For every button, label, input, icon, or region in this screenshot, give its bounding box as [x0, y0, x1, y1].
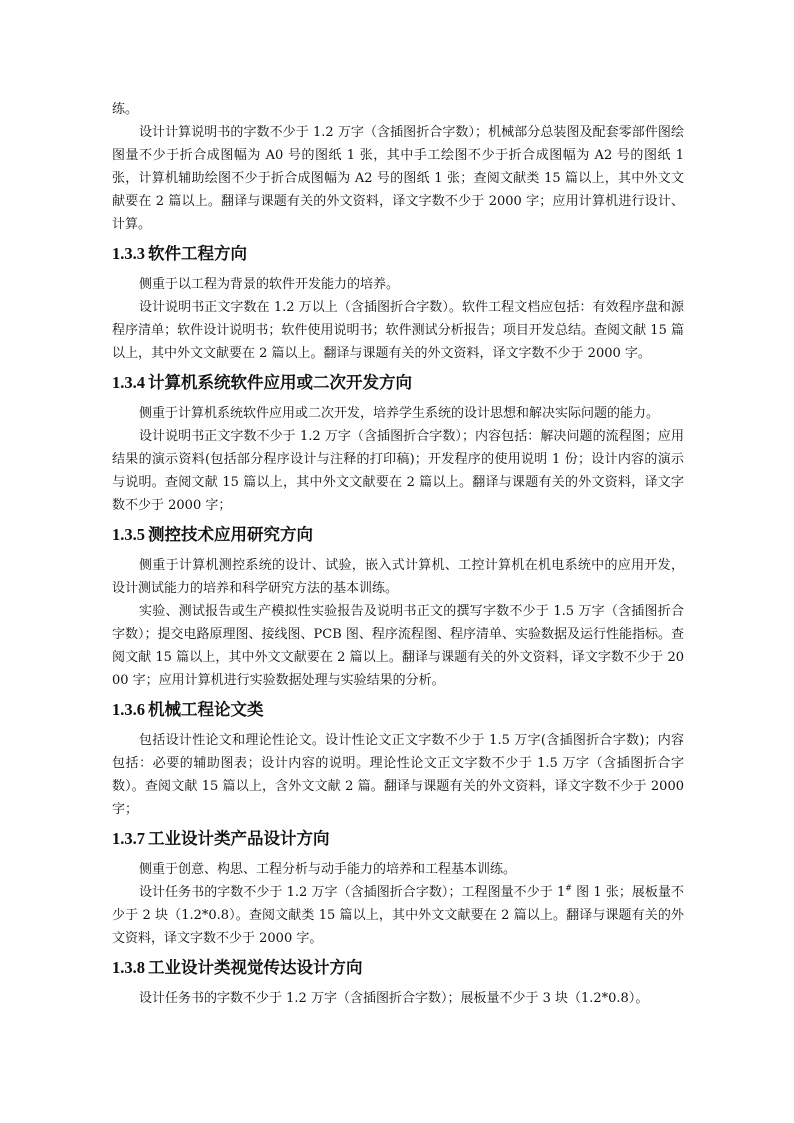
section-heading-1-3-3	[112, 239, 684, 269]
section-number: 1.3.8	[112, 958, 145, 977]
section-number: 1.3.6	[112, 700, 145, 719]
section-paragraph: 设计说明书正文字数不少于 1.2 万字（含插图折合字数）；内容包括：解决问题的流程图；应用结果的演示资料(包括部分程序设计与注释的打印稿)；开发程序的使用说明 1 份；设计内容的演示与说明。查阅文献 15 篇以上，其中外文文献要在 2 篇以上。翻译与课题有关的外文资料，译文字数不少于 2000 字；	[112, 429, 684, 513]
section-title: 工业设计类视觉传达设计方向	[148, 958, 363, 977]
section-paragraph: 设计说明书正文字数在 1.2 万以上（含插图折合字数）。软件工程文档应包括：有效程序盘和源程序清单；软件设计说明书；软件使用说明书；软件测试分析报告；项目开发总结。查阅文献 15 篇以上，其中外文文献要在 2 篇以上。翻译与课题有关的外文资料，译文字数不少于 2000 字。	[112, 300, 684, 361]
section-paragraph: 包括设计性论文和理论性论文。设计性论文正文字数不少于 1.5 万字(含插图折合字数)；内容包括：必要的辅助图表；设计内容的说明。理论性论文正文字数不少于 1.5 万字（含插图折合字数）。查阅文献 15 篇以上，含外文文献 2 篇。翻译与课题有关的外文资料，译文字数不少于 2000 字；	[112, 733, 684, 817]
section-heading-1-3-4	[112, 368, 684, 398]
section-paragraph: 侧重于计算机系统软件应用或二次开发，培养学生系统的设计思想和解决实际问题的能力。	[139, 406, 660, 421]
section-paragraph: 侧重于以工程为背景的软件开发能力的培养。	[139, 277, 400, 292]
page-content	[112, 98, 684, 1010]
section-heading-1-3-7	[112, 824, 684, 854]
section-heading-1-3-5	[112, 520, 684, 550]
text-segment: 图 1 张；展板量不少于 2 块（1.2*0.8）。查阅文献类 15 篇以上，其中外文文献要在 2 篇以上。翻译与课题有关的外文资料，译文字数不少于 2000 字。	[112, 885, 685, 946]
paragraph-mechanical-requirements: 设计计算说明书的字数不少于 1.2 万字（含插图折合字数）；机械部分总装图及配套零部件图绘图量不少于折合成图幅为 A0 号的图纸 1 张，其中手工绘图不少于折合成图幅为 A2 号的图纸 1 张，计算机辅助绘图不少于折合成图幅为 A2 号的图纸 1 张；查阅文献类 15 篇以上，其中外文文献要在 2 篇以上。翻译与课题有关的外文资料，译文字数不少于 2000 字；应用计算机进行设计、计算。	[112, 125, 684, 232]
paragraph-continued: 练。	[112, 102, 139, 117]
section-paragraph: 实验、测试报告或生产模拟性实验报告及说明书正文的撰写字数不少于 1.5 万字（含插图折合字数）；提交电路原理图、接线图、PCB 图、程序流程图、程序清单、实验数据及运行性能指标。查阅文献 15 篇以上，其中外文文献要在 2 篇以上。翻译与课题有关的外文资料，译文字数不少于 2000 字；应用计算机进行实验数据处理与实验结果的分析。	[112, 604, 684, 688]
section-paragraph: 设计任务书的字数不少于 1.2 万字（含插图折合字数）；展板量不少于 3 块（1.2*0.8）。	[139, 991, 649, 1006]
superscript-mark: #	[565, 883, 572, 893]
section-number: 1.3.5	[112, 525, 145, 544]
section-title: 工业设计类产品设计方向	[148, 829, 330, 848]
section-number: 1.3.7	[112, 829, 145, 848]
section-paragraph-with-superscript	[112, 881, 684, 950]
section-heading-1-3-8	[112, 953, 684, 983]
section-title: 机械工程论文类	[148, 700, 264, 719]
section-paragraph: 侧重于计算机测控系统的设计、试验，嵌入式计算机、工控计算机在机电系统中的应用开发，设计测试能力的培养和科学研究方法的基本训练。	[112, 558, 684, 596]
section-title: 测控技术应用研究方向	[148, 525, 313, 544]
text-segment: 设计任务书的字数不少于 1.2 万字（含插图折合字数）；工程图量不少于 1	[139, 885, 566, 900]
section-title: 计算机系统软件应用或二次开发方向	[148, 373, 412, 392]
section-heading-1-3-6	[112, 695, 684, 725]
section-number: 1.3.3	[112, 244, 145, 263]
section-title: 软件工程方向	[148, 244, 247, 263]
section-number: 1.3.4	[112, 373, 145, 392]
section-paragraph: 侧重于创意、构思、工程分析与动手能力的培养和工程基本训练。	[139, 862, 517, 877]
